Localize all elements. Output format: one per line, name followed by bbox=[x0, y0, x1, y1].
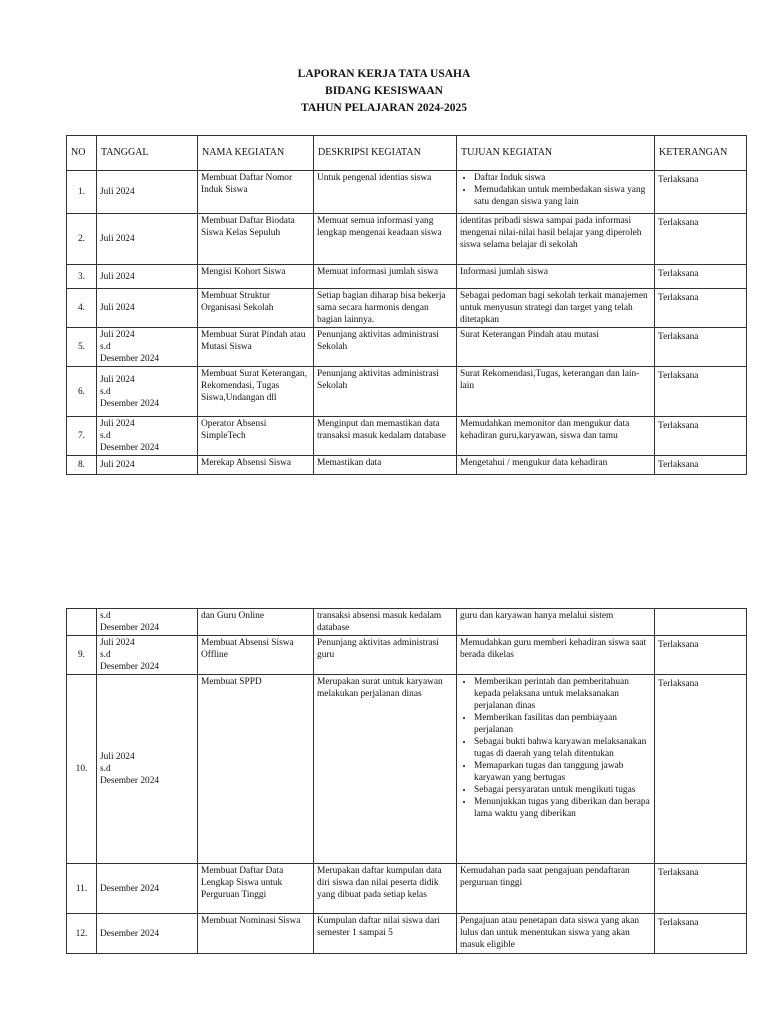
table-row bbox=[67, 914, 747, 954]
tanggal-line: Juli 2024 bbox=[100, 419, 135, 429]
row-nama-kegiatan: Membuat Surat Pindah atau Mutasi Siswa bbox=[198, 328, 314, 367]
row-keterangan: Terlaksana bbox=[655, 864, 747, 914]
row-tujuan-kegiatan: guru dan karyawan hanya melalui sistem bbox=[457, 609, 655, 636]
row-keterangan: Terlaksana bbox=[655, 289, 747, 328]
header-tanggal: TANGGAL bbox=[97, 136, 198, 171]
row-tanggal bbox=[97, 609, 198, 636]
header-keterangan: KETERANGAN bbox=[655, 136, 747, 171]
row-nama-kegiatan: Operator Absensi SimpleTech bbox=[198, 417, 314, 456]
row-nama-kegiatan: Membuat Daftar Biodata Siswa Kelas Sepuluh bbox=[198, 214, 314, 265]
row-tanggal: Juli 2024 bbox=[97, 171, 198, 214]
table-row bbox=[67, 214, 747, 265]
row-no: 5. bbox=[67, 328, 97, 367]
title-line-3: TAHUN PELAJARAN 2024-2025 bbox=[301, 102, 467, 114]
row-no: 1. bbox=[67, 171, 97, 214]
row-nama-kegiatan: Mengisi Kohort Siswa bbox=[198, 265, 314, 289]
row-nama-kegiatan: Membuat Absensi Siswa Offline bbox=[198, 636, 314, 675]
title-line-1: LAPORAN KERJA TATA USAHA bbox=[297, 68, 471, 80]
row-no: 3. bbox=[67, 265, 97, 289]
row-keterangan: Terlaksana bbox=[655, 675, 747, 864]
table-row bbox=[67, 636, 747, 675]
tanggal-line: s.d bbox=[100, 431, 111, 441]
tujuan-list-item: • Memaparkan tugas dan tanggung jawab karyawan yang bertugas bbox=[474, 760, 651, 784]
table-row bbox=[67, 864, 747, 914]
table-row bbox=[67, 328, 747, 367]
row-keterangan bbox=[655, 609, 747, 636]
table-row bbox=[67, 289, 747, 328]
tanggal-line: Desember 2024 bbox=[100, 623, 160, 633]
row-deskripsi-kegiatan: Memuat semua informasi yang lengkap mengenai keadaan siswa bbox=[314, 214, 457, 265]
tanggal-line: s.d bbox=[100, 342, 111, 352]
row-keterangan: Terlaksana bbox=[655, 456, 747, 475]
row-tanggal bbox=[97, 367, 198, 417]
tujuan-list-item: • Menunjukkan tugas yang diberikan dan berapa lama waktu yang diberikan bbox=[474, 796, 651, 820]
row-no bbox=[67, 609, 97, 636]
table-row bbox=[67, 456, 747, 475]
row-tujuan-kegiatan: Pengajuan atau penetapan data siswa yang akan lulus dan untuk menentukan siswa yang akan masuk eligible bbox=[457, 914, 655, 954]
table-row bbox=[67, 417, 747, 456]
row-tanggal bbox=[97, 636, 198, 675]
table-row bbox=[67, 367, 747, 417]
row-deskripsi-kegiatan: transaksi absensi masuk kedalam database bbox=[314, 609, 457, 636]
row-keterangan: Terlaksana bbox=[655, 171, 747, 214]
row-keterangan: Terlaksana bbox=[655, 214, 747, 265]
row-nama-kegiatan: Membuat Surat Keterangan, Rekomendasi, Tugas Siswa,Undangan dll bbox=[198, 367, 314, 417]
row-nama-kegiatan: Membuat SPPD bbox=[198, 675, 314, 864]
title-line-2: BIDANG KESISWAAN bbox=[325, 85, 443, 97]
row-no: 2. bbox=[67, 214, 97, 265]
tanggal-line: Desember 2024 bbox=[100, 662, 160, 672]
row-tujuan-kegiatan bbox=[457, 171, 655, 214]
tanggal-line: Desember 2024 bbox=[100, 398, 160, 409]
row-tanggal: Juli 2024 bbox=[97, 214, 198, 265]
header-nama-kegiatan: NAMA KEGIATAN bbox=[198, 136, 314, 171]
table-row bbox=[67, 171, 747, 214]
tujuan-list bbox=[460, 172, 651, 208]
row-nama-kegiatan: Membuat Struktur Organisasi Sekolah bbox=[198, 289, 314, 328]
row-deskripsi-kegiatan: Merupakan surat untuk karyawan melakukan perjalanan dinas bbox=[314, 675, 457, 864]
row-deskripsi-kegiatan: Menginput dan memastikan data transaksi masuk kedalam database bbox=[314, 417, 457, 456]
row-nama-kegiatan: dan Guru Online bbox=[198, 609, 314, 636]
row-tanggal: Desember 2024 bbox=[97, 914, 198, 954]
row-no: 4. bbox=[67, 289, 97, 328]
tujuan-list-item: • Daftar Induk siswa bbox=[474, 172, 651, 184]
tujuan-list-item: • Memberikan perintah dan pemberitahuan kepada pelaksana untuk melaksanakan perjalanan dinas bbox=[474, 676, 651, 712]
tanggal-line: Juli 2024 bbox=[100, 752, 135, 762]
row-tujuan-kegiatan: Surat Rekomendasi,Tugas, keterangan dan lain-lain bbox=[457, 367, 655, 417]
row-tanggal: Juli 2024 bbox=[97, 289, 198, 328]
table-row bbox=[67, 265, 747, 289]
row-no: 12. bbox=[67, 914, 97, 954]
tanggal-line: Juli 2024 bbox=[100, 374, 135, 385]
table-header-row bbox=[67, 136, 747, 171]
tanggal-line: s.d bbox=[100, 611, 111, 621]
row-tujuan-kegiatan: Memudahkan guru memberi kehadiran siswa saat berada dikelas bbox=[457, 636, 655, 675]
row-deskripsi-kegiatan: Penunjang aktivitas administrasi Sekolah bbox=[314, 328, 457, 367]
tanggal-line: Desember 2024 bbox=[100, 443, 160, 453]
header-tujuan-kegiatan: TUJUAN KEGIATAN bbox=[457, 136, 655, 171]
tanggal-line: Desember 2024 bbox=[100, 354, 160, 364]
row-tanggal bbox=[97, 328, 198, 367]
row-deskripsi-kegiatan: Untuk pengenal identias siswa bbox=[314, 171, 457, 214]
tujuan-list-item: • Sebagai bukti bahwa karyawan melaksanakan tugas di daerah yang telah ditentukan bbox=[474, 736, 651, 760]
row-tujuan-kegiatan: Mengetahui / mengukur data kehadiran bbox=[457, 456, 655, 475]
report-table-page-1 bbox=[66, 135, 747, 475]
row-deskripsi-kegiatan: Penunjang aktivitas administrasi Sekolah bbox=[314, 367, 457, 417]
report-title bbox=[0, 66, 768, 117]
row-tujuan-kegiatan: Kemudahan pada saat pengajuan pendaftaran perguruan tinggi bbox=[457, 864, 655, 914]
tanggal-line: s.d bbox=[100, 764, 111, 774]
row-no: 6. bbox=[67, 367, 97, 417]
row-no: 7. bbox=[67, 417, 97, 456]
row-nama-kegiatan: Membuat Nominasi Siswa bbox=[198, 914, 314, 954]
row-nama-kegiatan: Membuat Daftar Data Lengkap Siswa untuk Perguruan Tinggi bbox=[198, 864, 314, 914]
row-tujuan-kegiatan: Sebagai pedoman bagi sekolah terkait manajemen untuk menyusun strategi dan target yang telah ditetapkan bbox=[457, 289, 655, 328]
row-keterangan: Terlaksana bbox=[655, 367, 747, 417]
row-deskripsi-kegiatan: Kumpulan daftar nilai siswa dari semester 1 sampai 5 bbox=[314, 914, 457, 954]
row-no: 9. bbox=[67, 636, 97, 675]
row-deskripsi-kegiatan: Merupakan daftar kumpulan data diri siswa dan nilai peserta didik yang dibuat pada setiap kelas bbox=[314, 864, 457, 914]
report-table-page-2 bbox=[66, 608, 747, 954]
header-no: NO bbox=[67, 136, 97, 171]
table-row bbox=[67, 609, 747, 636]
row-keterangan: Terlaksana bbox=[655, 265, 747, 289]
row-keterangan: Terlaksana bbox=[655, 328, 747, 367]
row-tujuan-kegiatan: identitas pribadi siswa sampai pada informasi mengenai nilai-nilai hasil belajar yang diperoleh siswa selama belajar di sekolah bbox=[457, 214, 655, 265]
row-tujuan-kegiatan bbox=[457, 675, 655, 864]
row-deskripsi-kegiatan: Memuat informasi jumlah siswa bbox=[314, 265, 457, 289]
row-keterangan: Terlaksana bbox=[655, 417, 747, 456]
tanggal-line: s.d bbox=[100, 650, 111, 660]
header-deskripsi-kegiatan: DESKRIPSI KEGIATAN bbox=[314, 136, 457, 171]
row-no: 11. bbox=[67, 864, 97, 914]
row-no: 8. bbox=[67, 456, 97, 475]
tujuan-list bbox=[460, 676, 651, 820]
row-tanggal: Juli 2024 bbox=[97, 265, 198, 289]
row-keterangan: Terlaksana bbox=[655, 636, 747, 675]
row-deskripsi-kegiatan: Memastikan data bbox=[314, 456, 457, 475]
row-tanggal: Juli 2024 bbox=[97, 456, 198, 475]
row-tanggal: Desember 2024 bbox=[97, 864, 198, 914]
tanggal-line: Juli 2024 bbox=[100, 330, 135, 340]
row-keterangan: Terlaksana bbox=[655, 914, 747, 954]
row-no: 10. bbox=[67, 675, 97, 864]
tanggal-line: Desember 2024 bbox=[100, 776, 160, 786]
row-tujuan-kegiatan: Memudahkan memonitor dan mengukur data kehadiran guru,karyawan, siswa dan tamu bbox=[457, 417, 655, 456]
tanggal-line: s.d bbox=[100, 386, 111, 397]
row-nama-kegiatan: Membuat Daftar Nomor Induk Siswa bbox=[198, 171, 314, 214]
row-deskripsi-kegiatan: Setiap bagian diharap bisa bekerja sama secara harmonis dengan bagian lainnya. bbox=[314, 289, 457, 328]
tujuan-list-item: • Sebagai persyaratan untuk mengikuti tugas bbox=[474, 784, 651, 796]
row-tanggal bbox=[97, 417, 198, 456]
row-tujuan-kegiatan: Informasi jumlah siswa bbox=[457, 265, 655, 289]
row-nama-kegiatan: Merekap Absensi Siswa bbox=[198, 456, 314, 475]
row-deskripsi-kegiatan: Penunjang aktivitas administrasi guru bbox=[314, 636, 457, 675]
row-tujuan-kegiatan: Surat Keterangan Pindah atau mutasi bbox=[457, 328, 655, 367]
tujuan-list-item: • Memudahkan untuk membedakan siswa yang satu dengan siswa yang lain bbox=[474, 184, 651, 208]
tanggal-line: Juli 2024 bbox=[100, 638, 135, 648]
tujuan-list-item: • Memberikan fasilitas dan pembiayaan perjalanan bbox=[474, 712, 651, 736]
row-tanggal bbox=[97, 675, 198, 864]
table-row bbox=[67, 675, 747, 864]
